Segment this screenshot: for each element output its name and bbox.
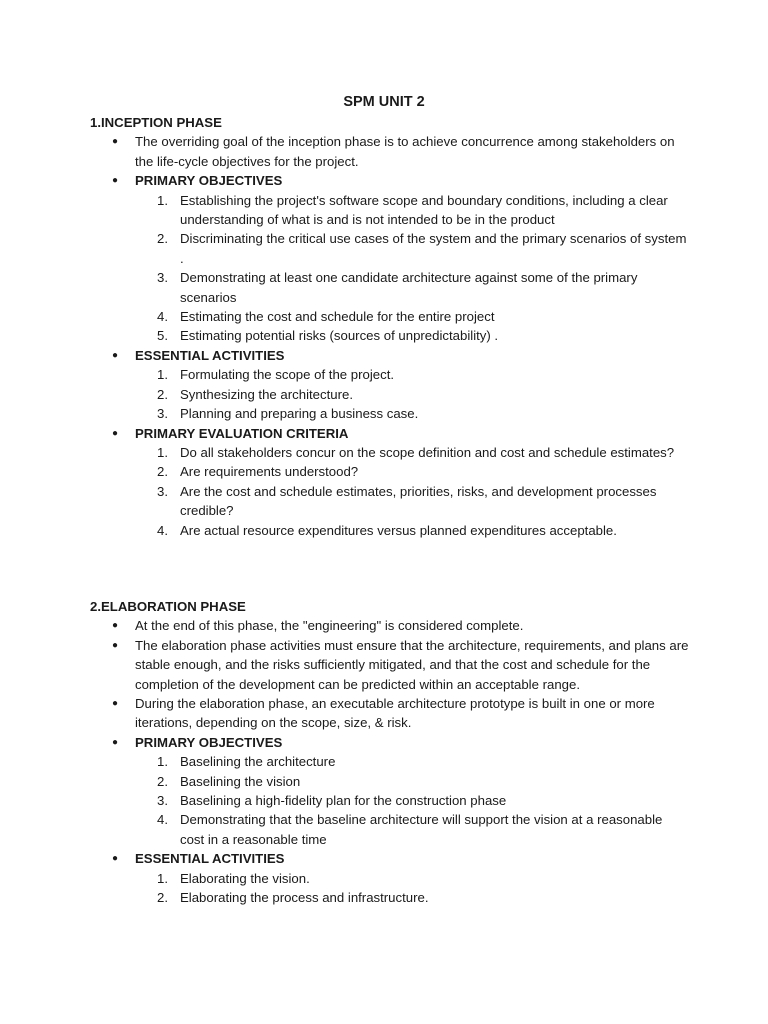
bullet-group — [90, 733, 690, 849]
numbered-item — [135, 385, 690, 404]
item-number: 3. — [157, 793, 168, 809]
numbered-list — [135, 869, 690, 908]
section-inception — [90, 113, 690, 540]
item-number: 2. — [157, 890, 168, 906]
numbered-item — [135, 888, 690, 907]
numbered-item — [135, 772, 690, 791]
item-number: 2. — [157, 231, 168, 247]
item-number: 1. — [157, 192, 168, 208]
item-text: Elaborating the vision. — [180, 870, 310, 886]
numbered-list — [135, 365, 690, 423]
numbered-item — [135, 462, 690, 481]
item-text: Planning and preparing a business case. — [180, 406, 419, 422]
bullet-item: ● During the elaboration phase, an executable architecture prototype is built in one or more iterations, depending on the scope, size, & risk. — [90, 694, 690, 733]
item-text: Are the cost and schedule estimates, priorities, risks, and development processes credible? — [180, 483, 657, 519]
bullet-group — [90, 424, 690, 540]
document-title: SPM UNIT 2 — [343, 94, 425, 110]
group-title: ● ESSENTIAL ACTIVITIES — [135, 851, 285, 867]
numbered-item — [135, 229, 690, 268]
bullet-group — [90, 171, 690, 346]
item-number: 2. — [157, 386, 168, 402]
item-number: 2. — [157, 464, 168, 480]
item-text: Estimating the cost and schedule for the entire project — [180, 309, 495, 325]
numbered-item — [135, 307, 690, 326]
item-text: Estimating potential risks (sources of unpredictability) . — [180, 328, 499, 344]
item-number: 4. — [157, 309, 168, 325]
item-number: 3. — [157, 406, 168, 422]
numbered-list — [135, 443, 690, 540]
section-heading: 1.INCEPTION PHASE — [90, 115, 222, 130]
section-heading: 2.ELABORATION PHASE — [90, 599, 246, 614]
item-text: Demonstrating at least one candidate architecture against some of the primary scenarios — [180, 270, 638, 305]
bullet-group — [90, 849, 690, 907]
numbered-item — [135, 365, 690, 384]
item-text: Baselining the vision — [180, 773, 301, 789]
item-number: 1. — [157, 444, 168, 460]
numbered-item — [135, 752, 690, 771]
item-number: 1. — [157, 367, 168, 383]
bullet-list — [90, 132, 690, 540]
numbered-item — [135, 443, 690, 462]
item-text: Formulating the scope of the project. — [180, 367, 395, 383]
bullet-list — [90, 616, 690, 907]
item-number: 2. — [157, 773, 168, 789]
item-number: 3. — [157, 483, 168, 499]
group-title: ● PRIMARY EVALUATION CRITERIA — [135, 425, 349, 441]
numbered-item — [135, 791, 690, 810]
bullet-item: ● At the end of this phase, the "engineering" is considered complete. — [90, 616, 690, 635]
item-number: 3. — [157, 270, 168, 286]
group-title: ● ESSENTIAL ACTIVITIES — [135, 347, 285, 363]
item-text: Synthesizing the architecture. — [180, 386, 353, 402]
item-text: Establishing the project's software scope and boundary conditions, including a clear understanding of what is and is not intended to be in the product — [180, 192, 668, 228]
group-title: ● PRIMARY OBJECTIVES — [135, 734, 283, 750]
numbered-item — [135, 326, 690, 345]
bullet-item: ● The overriding goal of the inception phase is to achieve concurrence among stakeholders on the life-cycle objectives for the project. — [90, 132, 690, 171]
item-text: Discriminating the critical use cases of the system and the primary scenarios of system . — [180, 231, 687, 266]
item-text: Are actual resource expenditures versus planned expenditures acceptable. — [180, 522, 617, 538]
item-number: 5. — [157, 328, 168, 344]
numbered-list — [135, 191, 690, 346]
bullet-item: ● The elaboration phase activities must ensure that the architecture, requirements, and plans are stable enough, and the risks sufficiently mitigated, and that the cost and schedule for the completion of the development can be predicted within an acceptable range. — [90, 636, 690, 694]
item-text: Elaborating the process and infrastructure. — [180, 890, 429, 906]
numbered-item — [135, 521, 690, 540]
numbered-item — [135, 810, 690, 849]
numbered-item — [135, 869, 690, 888]
item-number: 1. — [157, 870, 168, 886]
item-text: Demonstrating that the baseline architecture will support the vision at a reasonable cost in a reasonable time — [180, 812, 663, 847]
item-text: Do all stakeholders concur on the scope definition and cost and schedule estimates? — [180, 444, 675, 460]
numbered-item — [135, 268, 690, 307]
bullet-group — [90, 346, 690, 424]
numbered-item — [135, 482, 690, 521]
section-elaboration — [90, 597, 690, 908]
item-text: Are requirements understood? — [180, 464, 359, 480]
item-number: 4. — [157, 812, 168, 828]
group-title: ● PRIMARY OBJECTIVES — [135, 173, 283, 189]
item-number: 1. — [157, 754, 168, 770]
numbered-item — [135, 191, 690, 230]
numbered-item — [135, 404, 690, 423]
numbered-list — [135, 752, 690, 849]
item-number: 4. — [157, 522, 168, 538]
item-text: Baselining the architecture — [180, 754, 336, 770]
item-text: Baselining a high-fidelity plan for the construction phase — [180, 793, 507, 809]
